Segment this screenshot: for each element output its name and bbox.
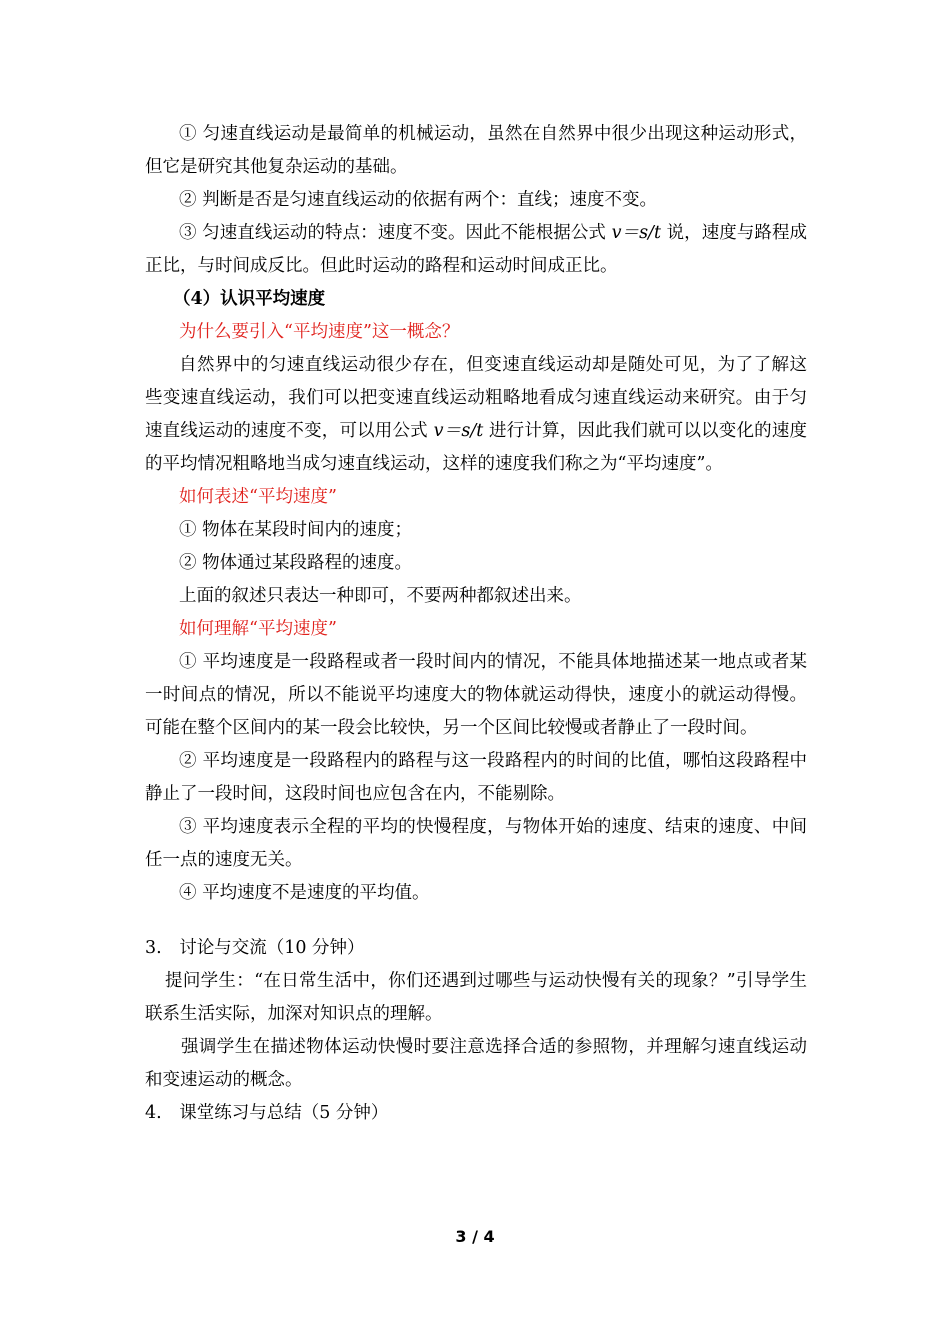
section-heading-average-speed: （4）认识平均速度 — [173, 289, 326, 309]
question-how-to-understand: 如何理解“平均速度” — [179, 619, 337, 639]
text-segment: ③ 匀速直线运动的特点：速度不变。因此不能根据公式 — [179, 223, 606, 243]
section-heading-practice: 4. 课堂练习与总结（5 分钟） — [145, 1103, 389, 1123]
list-item-understand-3: ③ 平均速度表示全程的平均的快慢程度，与物体开始的速度、结束的速度、中间任一点的速度无关。 — [145, 817, 807, 870]
formula-v-s-t: v＝s/t — [611, 223, 661, 243]
list-item-understand-2: ② 平均速度是一段路程内的路程与这一段路程内的时间的比值，哪怕这段路程中静止了一段时间，这段时间也应包含在内，不能剔除。 — [145, 751, 807, 804]
page-total: 4 — [483, 1227, 495, 1246]
paragraph-expression-note: 上面的叙述只表达一种即可，不要两种都叙述出来。 — [179, 586, 582, 606]
list-item-understand-1: ① 平均速度是一段路程或者一段时间内的情况，不能具体地描述某一地点或者某一时间点的情况，所以不能说平均速度大的物体就运动得快，速度小的就运动得慢。可能在整个区间内的某一段会比较快，另一个区间比较慢或者静止了一段时间。 — [145, 652, 807, 738]
page-separator: / — [466, 1227, 484, 1246]
question-how-to-express: 如何表述“平均速度” — [179, 487, 337, 507]
formula-v-s-t: v＝s/t — [433, 421, 484, 441]
paragraph-average-speed-intro — [145, 349, 807, 481]
paragraph-discussion-question: 提问学生：“在日常生活中，你们还遇到过哪些与运动快慢有关的现象？”引导学生联系生活实际，加深对知识点的理解。 — [145, 971, 807, 1024]
paragraph-uniform-motion-criteria: ② 判断是否是匀速直线运动的依据有两个：直线；速度不变。 — [179, 190, 658, 210]
text-segment: 进行计算，因此我们就可以以变化的速度的平均情况粗略地当成匀速直线运动，这样的速度我们称之为“平均速度”。 — [145, 421, 808, 474]
spacer — [145, 910, 807, 932]
text-segment: 说，速度与路程成正比，与时间成反比。但此时运动的路程和运动时间成正比。 — [145, 223, 807, 276]
paragraph-uniform-motion-features — [145, 217, 807, 283]
page-current: 3 — [455, 1227, 467, 1246]
document-body — [145, 118, 807, 1130]
paragraph-discussion-emphasis: 强调学生在描述物体运动快慢时要注意选择合适的参照物，并理解匀速直线运动和变速运动的概念。 — [145, 1037, 807, 1090]
list-item-expression-2: ② 物体通过某段路程的速度。 — [179, 553, 413, 573]
text-segment: 自然界中的匀速直线运动很少存在，但变速直线运动却是随处可见，为了了解这些变速直线运动，我们可以把变速直线运动粗略地看成匀速直线运动来研究。由于匀速直线运动的速度不变，可以用公式 — [145, 355, 807, 441]
list-item-expression-1: ① 物体在某段时间内的速度； — [179, 520, 413, 540]
section-heading-discussion: 3. 讨论与交流（10 分钟） — [145, 938, 365, 958]
question-why-average-speed: 为什么要引入“平均速度”这一概念？ — [179, 322, 460, 342]
page-number — [0, 1227, 950, 1246]
paragraph-uniform-motion-basics: ① 匀速直线运动是最简单的机械运动，虽然在自然界中很少出现这种运动形式，但它是研究其他复杂运动的基础。 — [145, 124, 807, 177]
list-item-understand-4: ④ 平均速度不是速度的平均值。 — [179, 883, 430, 903]
